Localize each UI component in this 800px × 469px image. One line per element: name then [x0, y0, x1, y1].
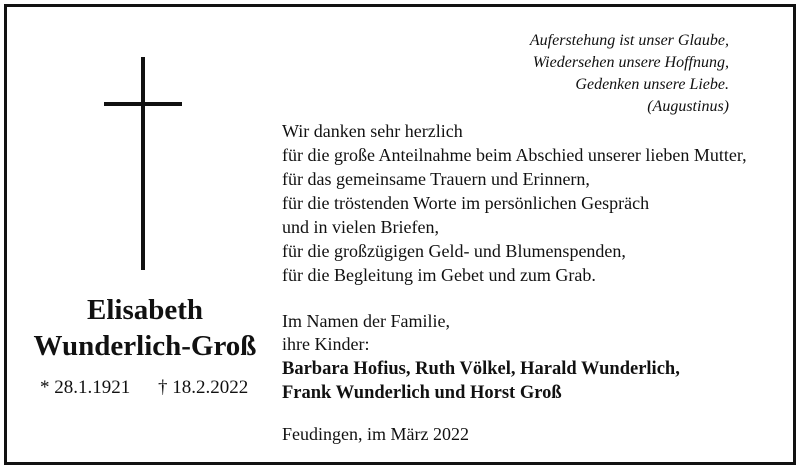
motto-line: Wiedersehen unsere Hoffnung,: [532, 54, 729, 71]
thanks-line: Wir danken sehr herzlich: [282, 121, 463, 141]
thanks-line: für die große Anteilnahme beim Abschied unserer lieben Mutter,: [282, 145, 747, 165]
death-date: † 18.2.2022: [158, 377, 249, 398]
thanks-text: [282, 119, 747, 287]
thanks-line: für die großzügigen Geld- und Blumenspenden,: [282, 241, 626, 261]
family-intro-line: Im Namen der Familie,: [282, 311, 450, 331]
motto-line: Gedenken unsere Liebe.: [575, 76, 729, 93]
motto-attribution: (Augustinus): [647, 98, 729, 115]
place-and-date: Feudingen, im März 2022: [282, 424, 469, 444]
deceased-first-name: Elisabeth: [86, 294, 204, 326]
family-intro: [282, 310, 450, 356]
cross-vertical-bar: [141, 57, 145, 270]
motto-line: Auferstehung ist unser Glaube,: [529, 32, 729, 49]
motto-quote: [530, 30, 729, 118]
children-line: Frank Wunderlich und Horst Groß: [282, 383, 562, 403]
family-intro-line: ihre Kinder:: [282, 334, 370, 354]
birth-date: * 28.1.1921: [40, 377, 131, 398]
deceased-last-name: Wunderlich-Groß: [33, 330, 257, 362]
thanks-line: und in vielen Briefen,: [282, 217, 439, 237]
children-names: [282, 357, 680, 405]
thanks-line: für das gemeinsame Trauern und Erinnern,: [282, 169, 590, 189]
thanks-line: für die tröstenden Worte im persönlichen Gespräch: [282, 193, 650, 213]
cross-horizontal-bar: [104, 102, 182, 106]
thanks-line: für die Begleitung im Gebet und zum Grab.: [282, 265, 596, 285]
children-line: Barbara Hofius, Ruth Völkel, Harald Wunderlich,: [282, 359, 680, 379]
